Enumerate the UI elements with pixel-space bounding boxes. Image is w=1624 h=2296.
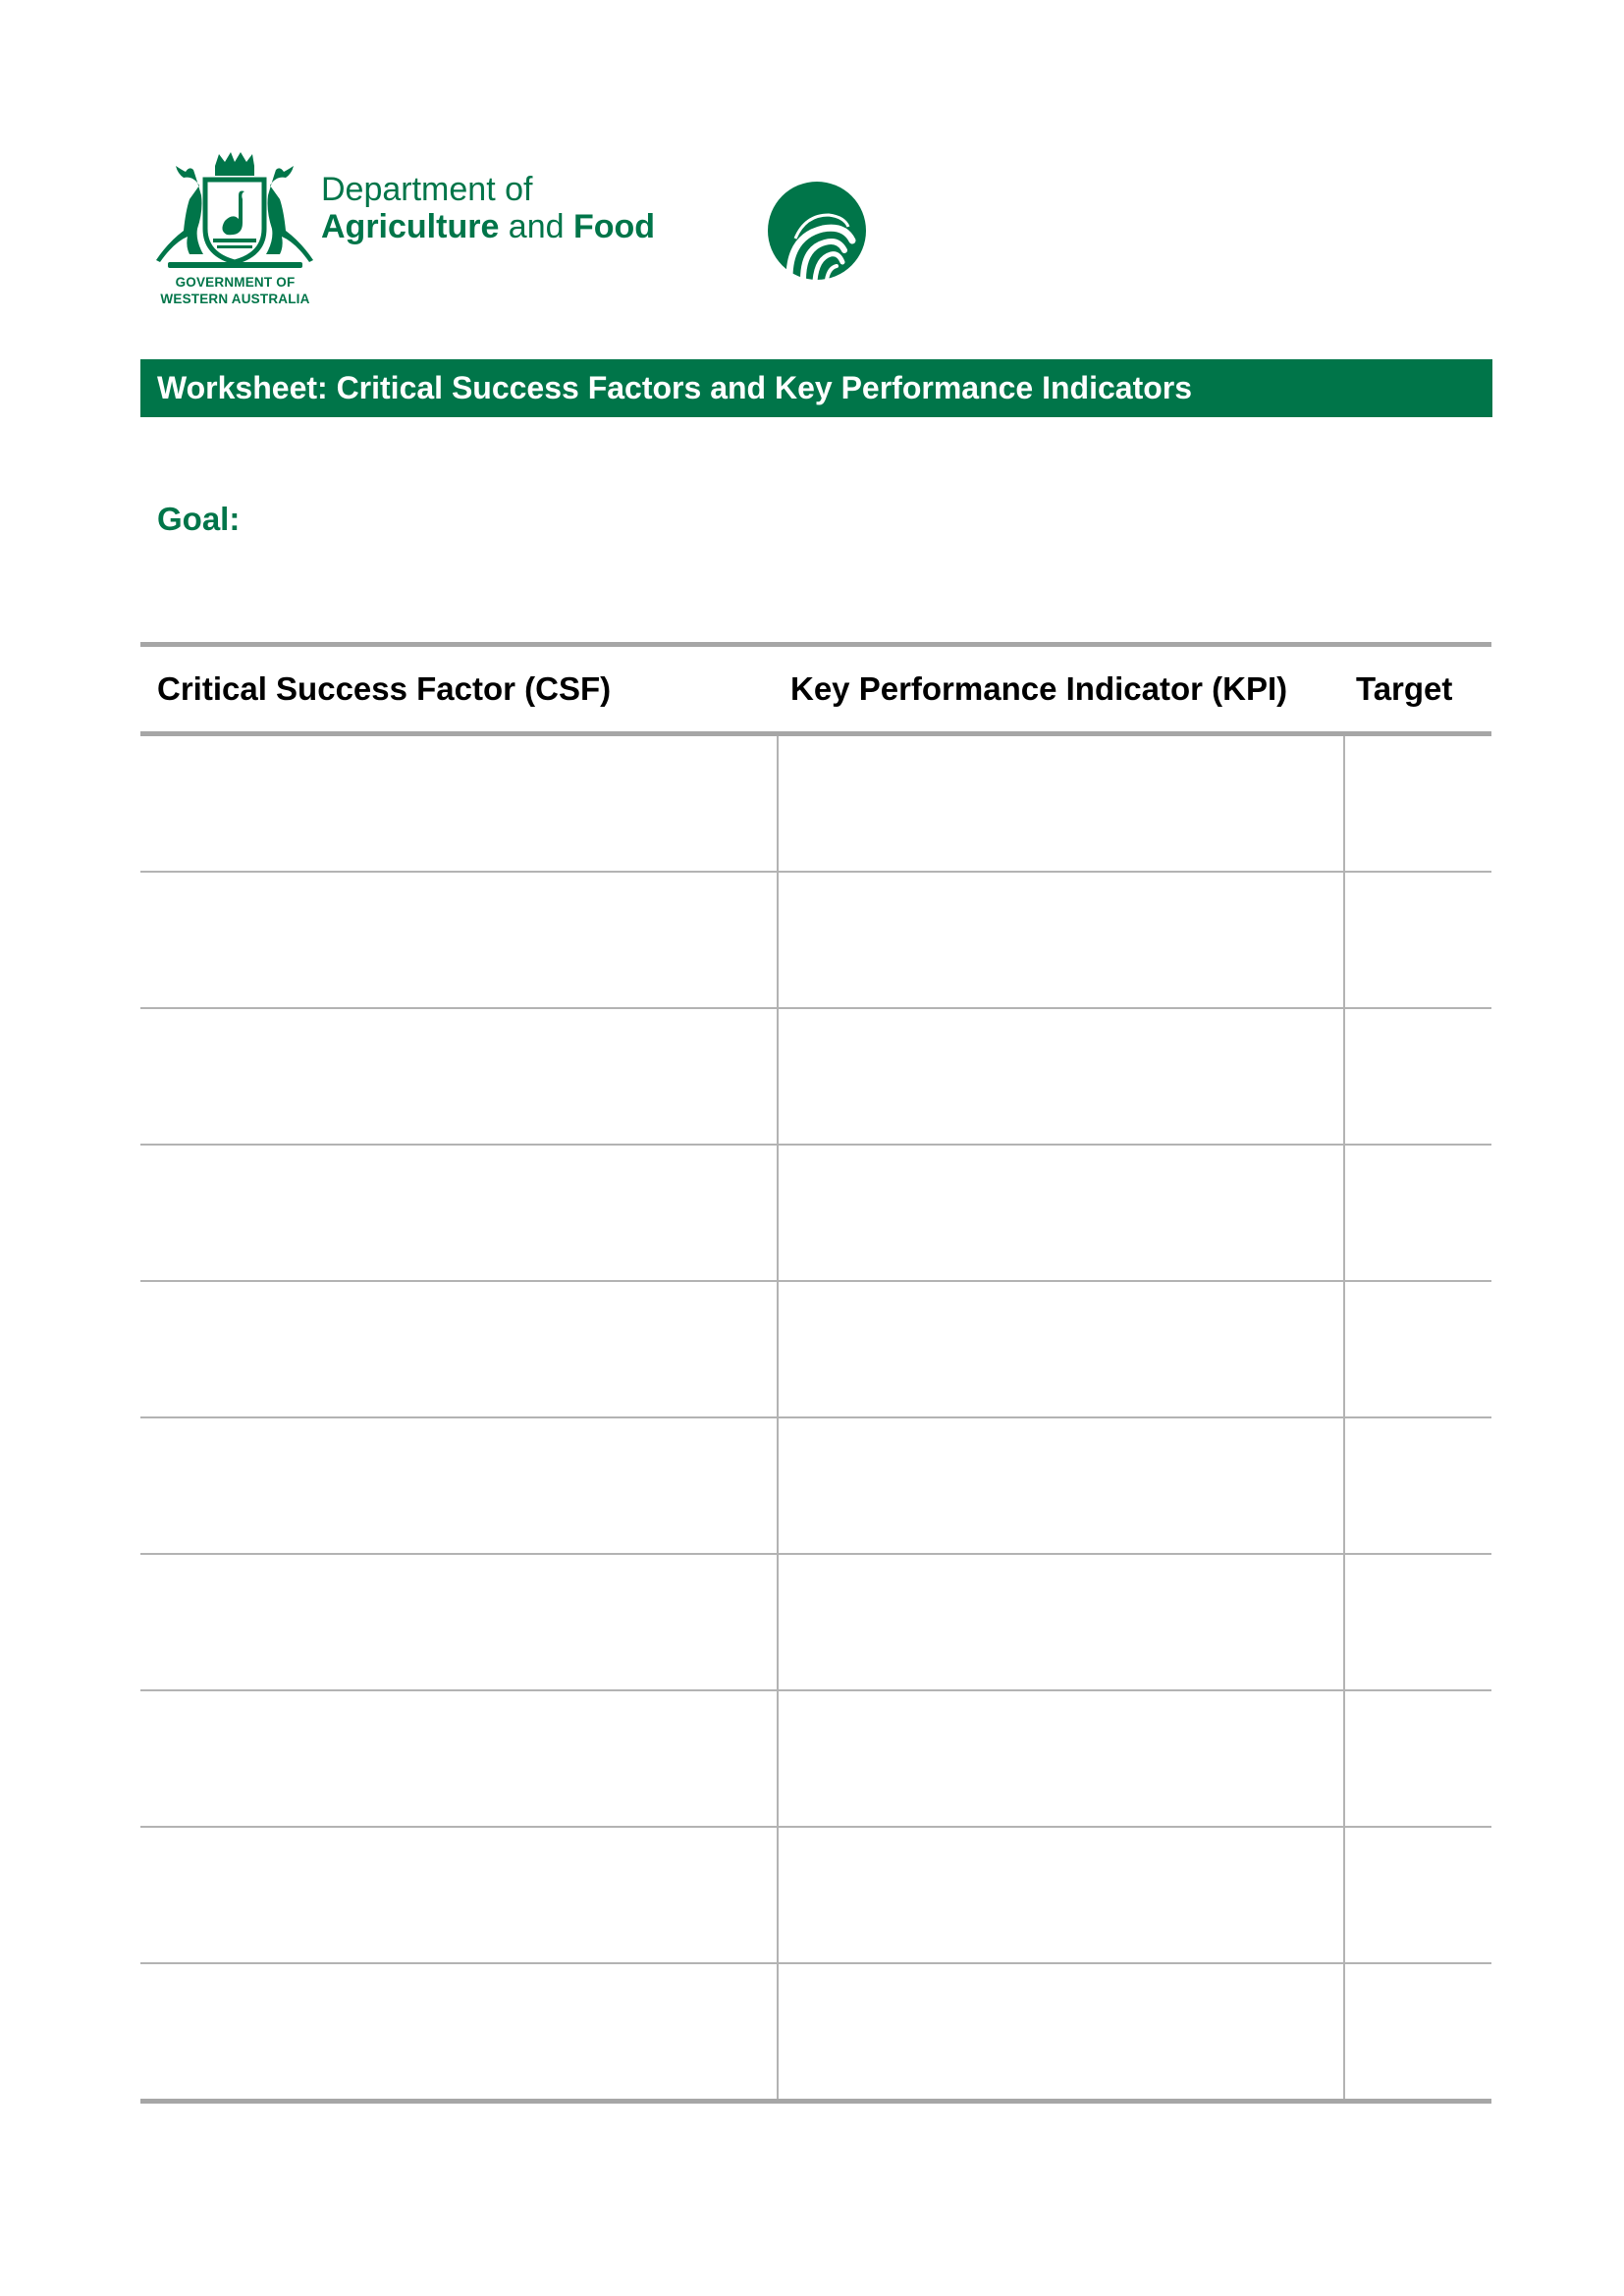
agriculture-wheat-logo-icon <box>766 180 869 283</box>
table-row <box>140 1009 1491 1146</box>
csf-cell[interactable] <box>140 873 779 1007</box>
kpi-cell[interactable] <box>779 1146 1345 1280</box>
target-cell[interactable] <box>1345 1964 1491 2099</box>
table-row <box>140 1691 1491 1828</box>
csf-cell[interactable] <box>140 1009 779 1144</box>
table-row <box>140 1828 1491 1964</box>
csf-cell[interactable] <box>140 1964 779 2099</box>
target-cell[interactable] <box>1345 1555 1491 1689</box>
table-row <box>140 1555 1491 1691</box>
csf-cell[interactable] <box>140 1691 779 1826</box>
kpi-cell[interactable] <box>779 1009 1345 1144</box>
target-cell[interactable] <box>1345 1691 1491 1826</box>
goal-label: Goal: <box>157 501 241 537</box>
kpi-cell[interactable] <box>779 1828 1345 1962</box>
department-name <box>321 171 655 245</box>
table-row <box>140 736 1491 873</box>
kpi-cell[interactable] <box>779 873 1345 1007</box>
csf-cell[interactable] <box>140 1282 779 1416</box>
agriculture-logo <box>766 180 869 283</box>
csf-cell[interactable] <box>140 1828 779 1962</box>
kpi-cell[interactable] <box>779 736 1345 871</box>
department-name-and: and <box>499 208 573 245</box>
department-name-line2 <box>321 208 655 245</box>
csf-cell[interactable] <box>140 736 779 871</box>
worksheet-title-bar <box>140 359 1492 417</box>
target-cell[interactable] <box>1345 873 1491 1007</box>
target-cell[interactable] <box>1345 736 1491 871</box>
table-row <box>140 1418 1491 1555</box>
crest-caption-line2: WESTERN AUSTRALIA <box>160 292 310 306</box>
target-cell[interactable] <box>1345 1009 1491 1144</box>
kpi-cell[interactable] <box>779 1691 1345 1826</box>
crest-caption-line1: GOVERNMENT OF <box>175 275 296 290</box>
worksheet-title: Worksheet: Critical Success Factors and Key Performance Indicators <box>157 370 1193 405</box>
column-header-csf: Critical Success Factor (CSF) <box>157 670 612 707</box>
wa-government-crest-icon <box>154 152 316 272</box>
kpi-cell[interactable] <box>779 1418 1345 1553</box>
column-header-kpi: Key Performance Indicator (KPI) <box>790 670 1288 707</box>
table-row <box>140 1282 1491 1418</box>
table-row <box>140 1964 1491 2099</box>
csf-kpi-table <box>140 642 1491 2104</box>
table-row <box>140 1146 1491 1282</box>
kpi-cell[interactable] <box>779 1555 1345 1689</box>
kpi-cell[interactable] <box>779 1282 1345 1416</box>
wa-government-crest <box>154 152 316 309</box>
csf-cell[interactable] <box>140 1418 779 1553</box>
csf-cell[interactable] <box>140 1146 779 1280</box>
table-row <box>140 873 1491 1009</box>
crest-caption <box>154 274 316 307</box>
target-cell[interactable] <box>1345 1828 1491 1962</box>
target-cell[interactable] <box>1345 1146 1491 1280</box>
department-name-food: Food <box>572 208 656 245</box>
kpi-cell[interactable] <box>779 1964 1345 2099</box>
department-name-agriculture: Agriculture <box>321 208 500 245</box>
csf-cell[interactable] <box>140 1555 779 1689</box>
column-header-target: Target <box>1356 670 1453 707</box>
table-header <box>140 647 1491 736</box>
target-cell[interactable] <box>1345 1418 1491 1553</box>
target-cell[interactable] <box>1345 1282 1491 1416</box>
department-name-line1: Department of <box>321 171 533 208</box>
